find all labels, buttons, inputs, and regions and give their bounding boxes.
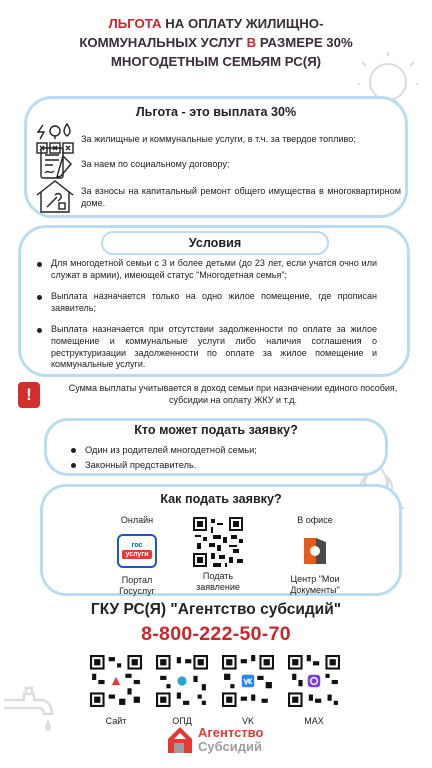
gosuslugi-logo-icon[interactable] (117, 534, 157, 568)
benefit-heading: Льгота - это выплата 30% (135, 105, 297, 119)
who-heading: Кто может подать заявку? (134, 423, 298, 437)
gosuslugi-logo-line1: гос (131, 542, 143, 549)
page-title: ЛЬГОТА НА ОПЛАТУ ЖИЛИЩНО-КОММУНАЛЬНЫХ УСЛУГ В РАЗМЕРЕ 30% МНОГОДЕТНЫМ СЕМЬЯМ РС(Я) (79, 16, 353, 69)
agency-logo (166, 725, 263, 755)
qr-label: Сайт (105, 716, 127, 726)
notice (18, 382, 416, 408)
agency-logo-icon (166, 725, 194, 755)
vk-qr-code[interactable] (222, 655, 274, 707)
who-section (44, 418, 388, 476)
qr-link-site[interactable] (90, 655, 142, 726)
list-item: Законный представитель. (71, 458, 257, 473)
house-repair-icon (35, 179, 75, 215)
office-column (265, 515, 365, 596)
conditions-section (18, 225, 410, 377)
agency-logo-line2: Субсидий (198, 739, 262, 754)
benefit-item-text: За наем по социальному договору; (81, 159, 230, 169)
organisation-name: ГКУ РС(Я) "Агентство субсидий" (90, 601, 342, 618)
how-section (40, 484, 402, 596)
qr-link-vk[interactable] (222, 655, 274, 726)
conditions-list (37, 258, 377, 381)
benefit-item-text: За взносы на капитальный ремонт общего имущества в многоквартирном доме. (81, 186, 401, 208)
online-label: Онлайн (120, 515, 154, 525)
list-item: Для многодетной семьи с 3 и более детьми (до 23 лет, если учатся очно или служат в армии), имеющей статус "Многодетная семья"; (37, 258, 377, 281)
conditions-heading-pill (101, 231, 329, 255)
qr-label: ОПД (172, 716, 192, 726)
opd-qr-code[interactable] (156, 655, 208, 707)
site-qr-code[interactable] (90, 655, 142, 707)
qr-label: MAX (304, 716, 324, 726)
water-tap-icon (0, 680, 60, 740)
list-item: Выплата назначается при отсутствии задолженности по оплате за жилое помещение и коммунальные услуги либо наличия соглашения о реструктуризации задолженности по оплате за жилое помещение и коммунальные услуги. (37, 324, 377, 370)
apply-qr-code[interactable] (193, 517, 243, 567)
qr-link-opd[interactable] (156, 655, 208, 726)
who-list (71, 443, 257, 473)
qr-caption: Подать заявление (196, 571, 240, 592)
benefit-item-text: За жилищные и коммунальные услуги, в т.ч. за твердое топливо; (81, 134, 356, 144)
how-heading: Как подать заявку? (160, 492, 282, 506)
benefit-item (35, 146, 401, 182)
agency-logo-line1: Агентство (198, 725, 264, 740)
online-column (101, 515, 173, 597)
mfc-caption: Центр "Мои Документы" (290, 574, 340, 595)
phone-number[interactable]: 8-800-222-50-70 (141, 623, 291, 645)
notice-text: Сумма выплаты учитывается в доход семьи при назначении единого пособия, субсидии на оплату ЖКУ и т.д. (68, 383, 398, 405)
list-item: Выплата назначается только на одно жилое помещение, где прописан заявитель; (37, 291, 377, 314)
qr-label: VK (241, 716, 254, 726)
mfc-logo-icon[interactable] (300, 534, 330, 568)
qr-link-max[interactable] (288, 655, 340, 726)
office-label: В офисе (297, 515, 333, 525)
list-item: Один из родителей многодетной семьи; (71, 443, 257, 458)
gosuslugi-logo-line2: услуги (122, 550, 152, 559)
benefit-section (24, 96, 408, 218)
contract-icon (35, 146, 75, 182)
benefit-item (35, 179, 401, 215)
qr-column (185, 517, 251, 593)
conditions-heading: Условия (188, 236, 242, 250)
portal-caption: Портал Госуслуг (119, 575, 155, 596)
max-qr-code[interactable] (288, 655, 340, 707)
exclamation-icon: ! (18, 382, 40, 408)
